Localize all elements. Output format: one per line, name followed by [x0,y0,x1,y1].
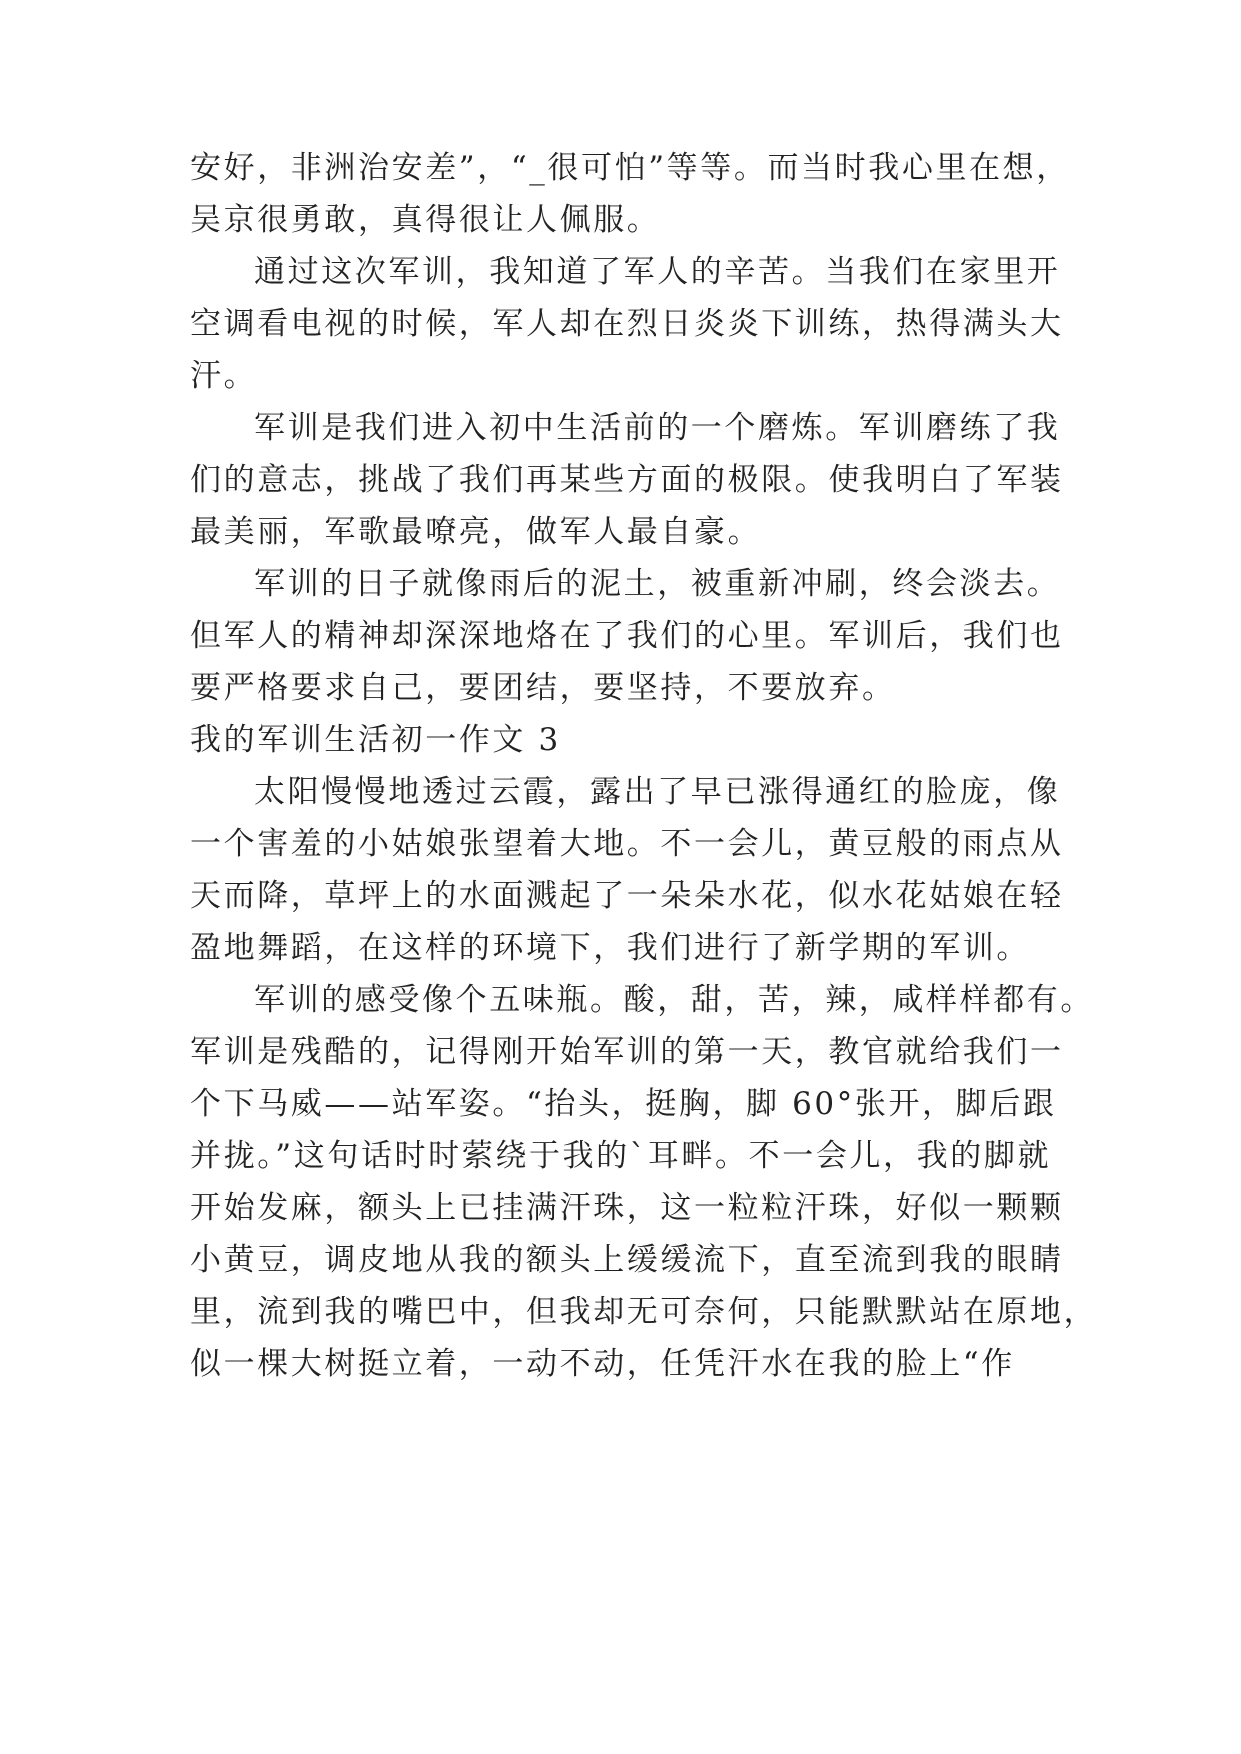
text-line: 里，流到我的嘴巴中，但我却无可奈何，只能默默站在原地， [190,1294,1098,1330]
text-line: 并拢。”这句话时时萦绕于我的`耳畔。不一会儿，我的脚就 [190,1138,1052,1174]
text-line: 盈地舞蹈，在这样的环境下，我们进行了新学期的军训。 [190,930,1030,966]
section-heading: 我的军训生活初一作文 3 [190,722,561,758]
text-line: 空调看电视的时候，军人却在烈日炎炎下训练，热得满头大 [190,306,1064,342]
text-line: 汗。 [190,358,258,394]
paragraph-start-line: 通过这次军训，我知道了军人的辛苦。当我们在家里开 [254,254,1061,290]
text-line: 吴京很勇敢，真得很让人佩服。 [190,202,661,238]
text-line: 个下马威——站军姿。“抬头，挺胸，脚 60°张开，脚后跟 [190,1086,1057,1122]
text-line: 要严格要求自己，要团结，要坚持，不要放弃。 [190,670,896,706]
text-line: 似一棵大树挺立着，一动不动，任凭汗水在我的脸上“作 [190,1346,1015,1382]
text-line: 开始发麻，额头上已挂满汗珠，这一粒粒汗珠，好似一颗颗 [190,1190,1064,1226]
text-line: 军训是残酷的，记得刚开始军训的第一天，教官就给我们一 [190,1034,1064,1070]
text-line: 一个害羞的小姑娘张望着大地。不一会儿，黄豆般的雨点从 [190,826,1064,862]
paragraph-start-line: 军训的日子就像雨后的泥土，被重新冲刷，终会淡去。 [254,566,1061,602]
text-line: 最美丽，军歌最嘹亮，做军人最自豪。 [190,514,762,550]
paragraph-start-line: 太阳慢慢地透过云霞，露出了早已涨得通红的脸庞，像 [254,774,1061,810]
text-line: 天而降，草坪上的水面溅起了一朵朵水花，似水花姑娘在轻 [190,878,1064,914]
paragraph-start-line: 军训是我们进入初中生活前的一个磨炼。军训磨练了我 [254,410,1061,446]
text-line: 安好，非洲治安差”，“_很可怕”等等。而当时我心里在想， [190,150,1070,186]
text-line: 小黄豆，调皮地从我的额头上缓缓流下，直至流到我的眼睛 [190,1242,1064,1278]
paragraph-start-line: 军训的感受像个五味瓶。酸，甜，苦，辣，咸样样都有。 [254,982,1094,1018]
text-line: 但军人的精神却深深地烙在了我们的心里。军训后，我们也 [190,618,1064,654]
text-line: 们的意志，挑战了我们再某些方面的极限。使我明白了军装 [190,462,1064,498]
